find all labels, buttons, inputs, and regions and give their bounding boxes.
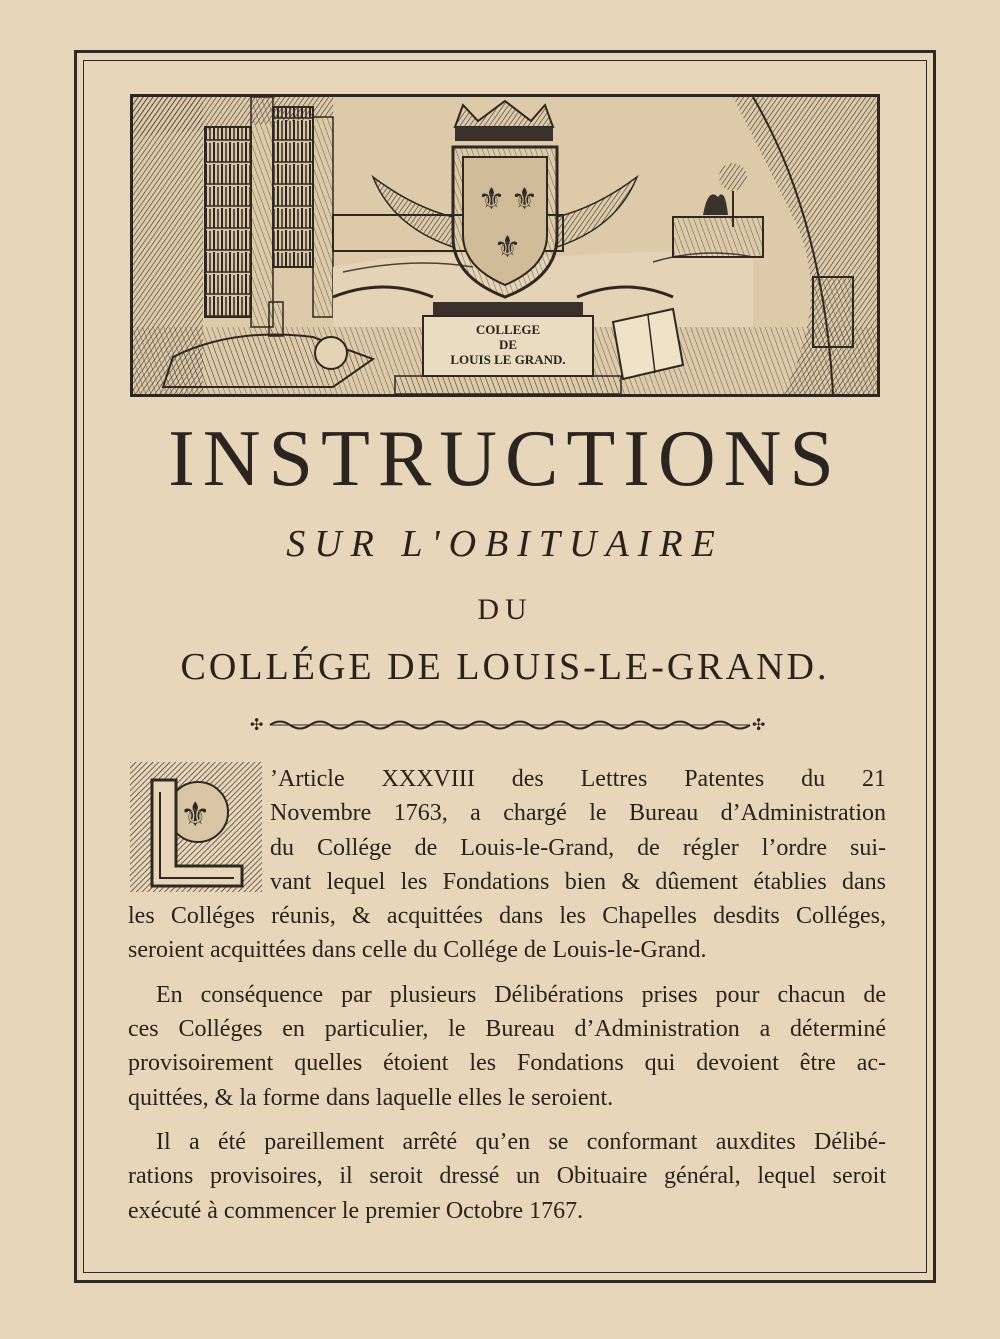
body-text — [128, 762, 886, 1228]
paragraph-1-line-1: ’Article XXXVIII des Lettres Patentes du 21 — [270, 766, 886, 792]
document-subtitle: SUR L'OBITUAIRE — [286, 523, 724, 565]
paragraph-2-line-4: quittées, & la forme dans laquelle elles le seroient. — [128, 1084, 614, 1111]
paragraph-1-line-5: les Colléges réunis, & acquittées dans les Chapelles desdits Colléges, — [128, 903, 886, 930]
plaque-line-1: COLLEGE — [475, 322, 541, 337]
document-title: INSTRUCTIONS — [168, 415, 842, 503]
svg-text:⚜: ⚜ — [494, 230, 521, 265]
paragraph-1-line-2: Novembre 1763, a chargé le Bureau d’Administration — [270, 800, 886, 827]
svg-text:✣: ✣ — [250, 715, 264, 734]
paragraph-2-line-1: En conséquence par plusieurs Délibérations prises pour chacun de — [156, 981, 886, 1008]
plaque-line-2: DE — [498, 337, 518, 352]
paragraph-3 — [128, 1125, 886, 1228]
svg-text:⚜: ⚜ — [478, 182, 505, 217]
paragraph-2 — [128, 978, 886, 1115]
paragraph-3-line-1: Il a été pareillement arrêté qu’en se conformant auxdites Délibé- — [156, 1128, 886, 1155]
svg-text:⚜: ⚜ — [511, 182, 538, 217]
svg-text:⚜: ⚜ — [180, 795, 211, 835]
ornamental-rule — [250, 714, 770, 736]
paragraph-2-line-2: ces Colléges en particulier, le Bureau d’Administration a déterminé — [128, 1016, 886, 1043]
headpiece-engraving — [130, 94, 880, 397]
heading-du: DU — [477, 593, 533, 626]
paragraph-3-line-2: rations provisoires, il seroit dressé un Obituaire général, lequel seroit — [128, 1163, 886, 1190]
svg-text:✣: ✣ — [752, 715, 766, 734]
paragraph-2-line-3: provisoirement quelles étoient les Fondations qui devoient être ac- — [128, 1050, 886, 1077]
paragraph-3-line-3: exécuté à commencer le premier Octobre 1767. — [128, 1197, 584, 1224]
plaque-line-3: LOUIS LE GRAND. — [450, 352, 566, 367]
paragraph-1-line-6: seroient acquittées dans celle du Collége de Louis-le-Grand. — [128, 937, 707, 964]
plaque-inscription — [423, 322, 593, 367]
paragraph-1 — [128, 762, 886, 968]
paragraph-1-line-3: du Collége de Louis-le-Grand, de régler l’ordre sui- — [270, 834, 886, 861]
college-name-heading: COLLÉGE DE LOUIS-LE-GRAND. — [180, 646, 830, 688]
paragraph-1-line-4: vant lequel les Fondations bien & dûement établies dans — [270, 868, 886, 895]
